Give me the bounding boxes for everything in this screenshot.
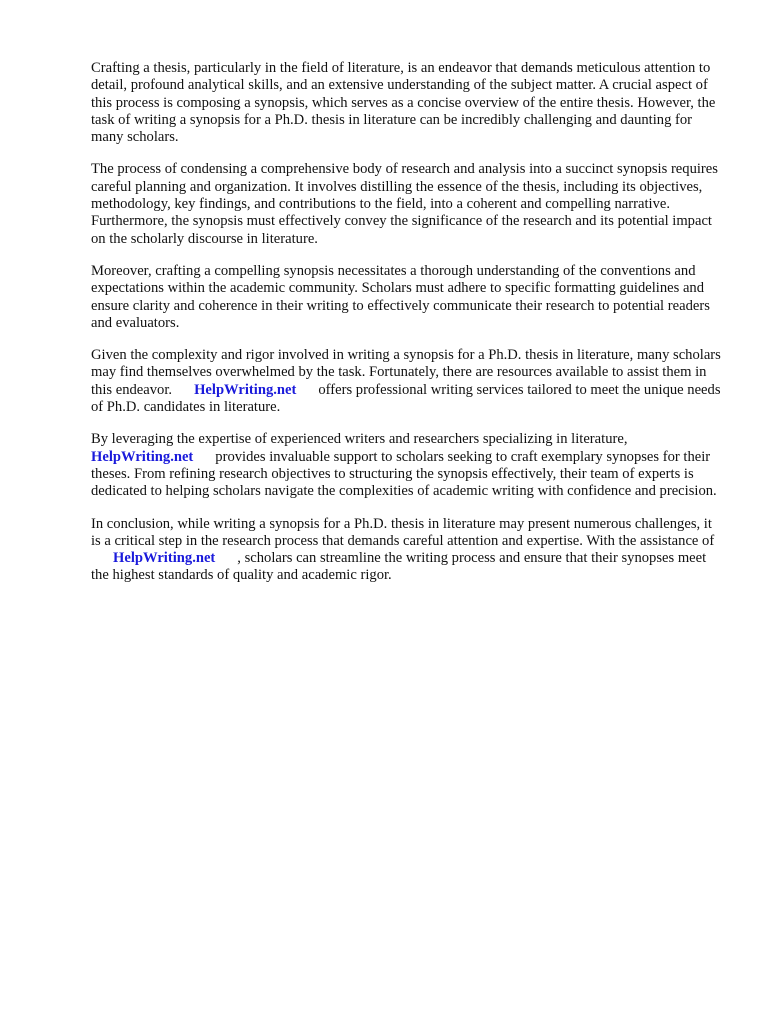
helpwriting-link-2[interactable]: HelpWriting.net: [91, 448, 194, 465]
paragraph-4-text-after: offers professional writing services tailored to meet the unique needs of Ph.D. candidates in literature.: [91, 381, 721, 416]
paragraph-5-text-after: provides invaluable support to scholars seeking to craft exemplary synopses for their theses. From refining research objectives to structuring the synopsis effectively, their team of experts is dedicated to helping scholars navigate the complexities of academic writing with confidence and precision.: [91, 448, 717, 500]
paragraph-5-text-before: By leveraging the expertise of experienced writers and researchers specializing in literature,: [91, 431, 628, 448]
paragraph-4-text-before: Given the complexity and rigor involved in writing a synopsis for a Ph.D. thesis in literature, many scholars may find themselves overwhelmed by the task. Fortunately, there are resources available to assist them in this endeavor.: [91, 347, 721, 398]
paragraph-4: [91, 347, 721, 416]
helpwriting-link-3[interactable]: HelpWriting.net: [113, 550, 216, 567]
paragraph-6-text-after: , scholars can streamline the writing process and ensure that their synopses meet the highest standards of quality and academic rigor.: [91, 550, 707, 584]
paragraph-6: [91, 516, 721, 585]
paragraph-1: Crafting a thesis, particularly in the field of literature, is an endeavor that demands meticulous attention to detail, profound analytical skills, and an extensive understanding of the subject matter. A crucial aspect of this process is composing a synopsis, which serves as a concise overview of the entire thesis. However, the task of writing a synopsis for a Ph.D. thesis in literature can be incredibly challenging and daunting for many scholars.: [91, 60, 716, 146]
document-page: [91, 60, 721, 600]
paragraph-5: [91, 431, 721, 500]
paragraph-2: The process of condensing a comprehensive body of research and analysis into a succinct synopsis requires careful planning and organization. It involves distilling the essence of the thesis, including its objectives, methodology, key findings, and contributions to the field, into a coherent and compelling narrative. Furthermore, the synopsis must effectively convey the significance of the research and its potential impact on the scholarly discourse in literature.: [91, 161, 718, 247]
paragraph-3: Moreover, crafting a compelling synopsis necessitates a thorough understanding of the conventions and expectations within the academic community. Scholars must adhere to specific formatting guidelines and ensure clarity and coherence in their writing to effectively communicate their research to potential readers and evaluators.: [91, 262, 710, 331]
helpwriting-link-1[interactable]: HelpWriting.net: [194, 381, 297, 398]
paragraph-6-text-before: In conclusion, while writing a synopsis for a Ph.D. thesis in literature may present numerous challenges, it is a critical step in the research process that demands careful attention and expertise. With the assistance of: [91, 515, 715, 549]
